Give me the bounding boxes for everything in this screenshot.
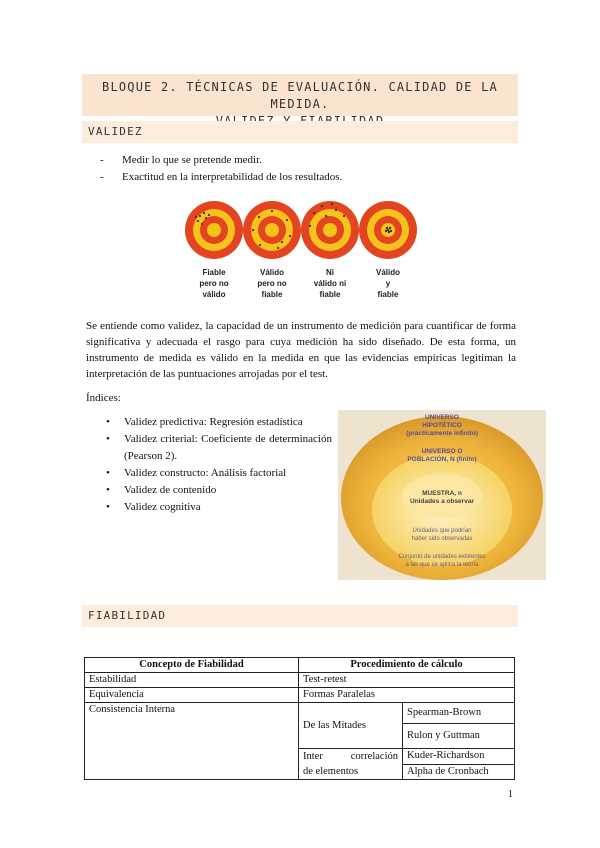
list-item: • Validez constructo: Análisis factorial [106, 465, 332, 482]
table-cell: Spearman-Brown [403, 703, 515, 724]
target-neither [301, 201, 359, 259]
universe-diagram [338, 410, 546, 580]
dash-item: - Exactitud en la interpretabilidad de los resultados. [100, 171, 343, 183]
table-row [85, 673, 515, 688]
validez-heading: VALIDEZ [82, 121, 518, 143]
observable-units-label: Unidades que podrían haber sido observadas [411, 528, 473, 542]
dash-item: - Medir lo que se pretende medir. [100, 154, 262, 166]
universe-hypothetical-label: UNIVERSO HIPOTÉTICO (prácticamente infinito) [406, 414, 478, 437]
indices-list [106, 414, 332, 516]
target-valid-reliable [359, 201, 417, 259]
validez-dash-list [100, 152, 342, 186]
target-label: Válido y fiable [375, 268, 400, 299]
list-item: • Validez predictiva: Regresión estadística [106, 414, 332, 431]
target-valid-not-reliable [243, 201, 301, 259]
fiabilidad-table [84, 657, 515, 780]
target-label: Ni válido ni fiable [313, 268, 347, 299]
table-cell: Consistencia Interna [85, 703, 299, 780]
target-label: Fiable pero no válido [199, 268, 229, 299]
table-cell: Kuder-Richardson [403, 749, 515, 765]
table-cell: Formas Paralelas [299, 688, 515, 703]
list-item: • Validez de contenido [106, 482, 332, 499]
fiabilidad-heading: FIABILIDAD [82, 605, 518, 627]
table-cell: Estabilidad [85, 673, 299, 688]
sample-label: MUESTRA, n Unidades a observar [410, 490, 474, 505]
table-cell: Alpha de Cronbach [403, 764, 515, 780]
list-item: • Validez criterial: Coeficiente de determinación (Pearson 2). [106, 431, 332, 465]
target-label: Válido pero no fiable [257, 268, 287, 299]
table-cell: De las Mitades [299, 703, 403, 749]
target-reliable-not-valid [185, 201, 243, 259]
list-item: • Validez cognitiva [106, 499, 332, 516]
table-header: Concepto de Fiabilidad [85, 658, 299, 673]
population-label: UNIVERSO O POBLACIÓN, N (finito) [407, 448, 477, 463]
table-row [85, 688, 515, 703]
inter-line-1: Inter correlación [303, 751, 398, 762]
table-header-row [85, 658, 515, 673]
title-line-1: BLOQUE 2. TÉCNICAS DE EVALUACIÓN. CALIDAD DE LA MEDIDA. [102, 80, 498, 111]
section-title [82, 74, 518, 116]
indices-label: Índices: [86, 392, 121, 404]
table-header: Procedimiento de cálculo [299, 658, 515, 673]
table-row [85, 703, 515, 724]
table-cell [299, 749, 403, 780]
validez-definition: Se entiende como validez, la capacidad de un instrumento de medición para cuantificar de forma significativa y adecuada el rasgo para cuya medición ha sido diseñado. De esta forma, un instrumento de medida es válido en la medida en que las evidencias empíricas legitiman la interpretación de las puntuaciones arrojadas por el test. [86, 320, 516, 380]
table-cell: Test-retest [299, 673, 515, 688]
table-cell: Rulon y Guttman [403, 724, 515, 749]
inter-line-2: de elementos [303, 766, 359, 777]
theory-units-label: Conjunto de unidades existentes a las que se aplica la teoría [398, 554, 486, 568]
table-cell: Equivalencia [85, 688, 299, 703]
page-number: 1 [508, 789, 513, 800]
